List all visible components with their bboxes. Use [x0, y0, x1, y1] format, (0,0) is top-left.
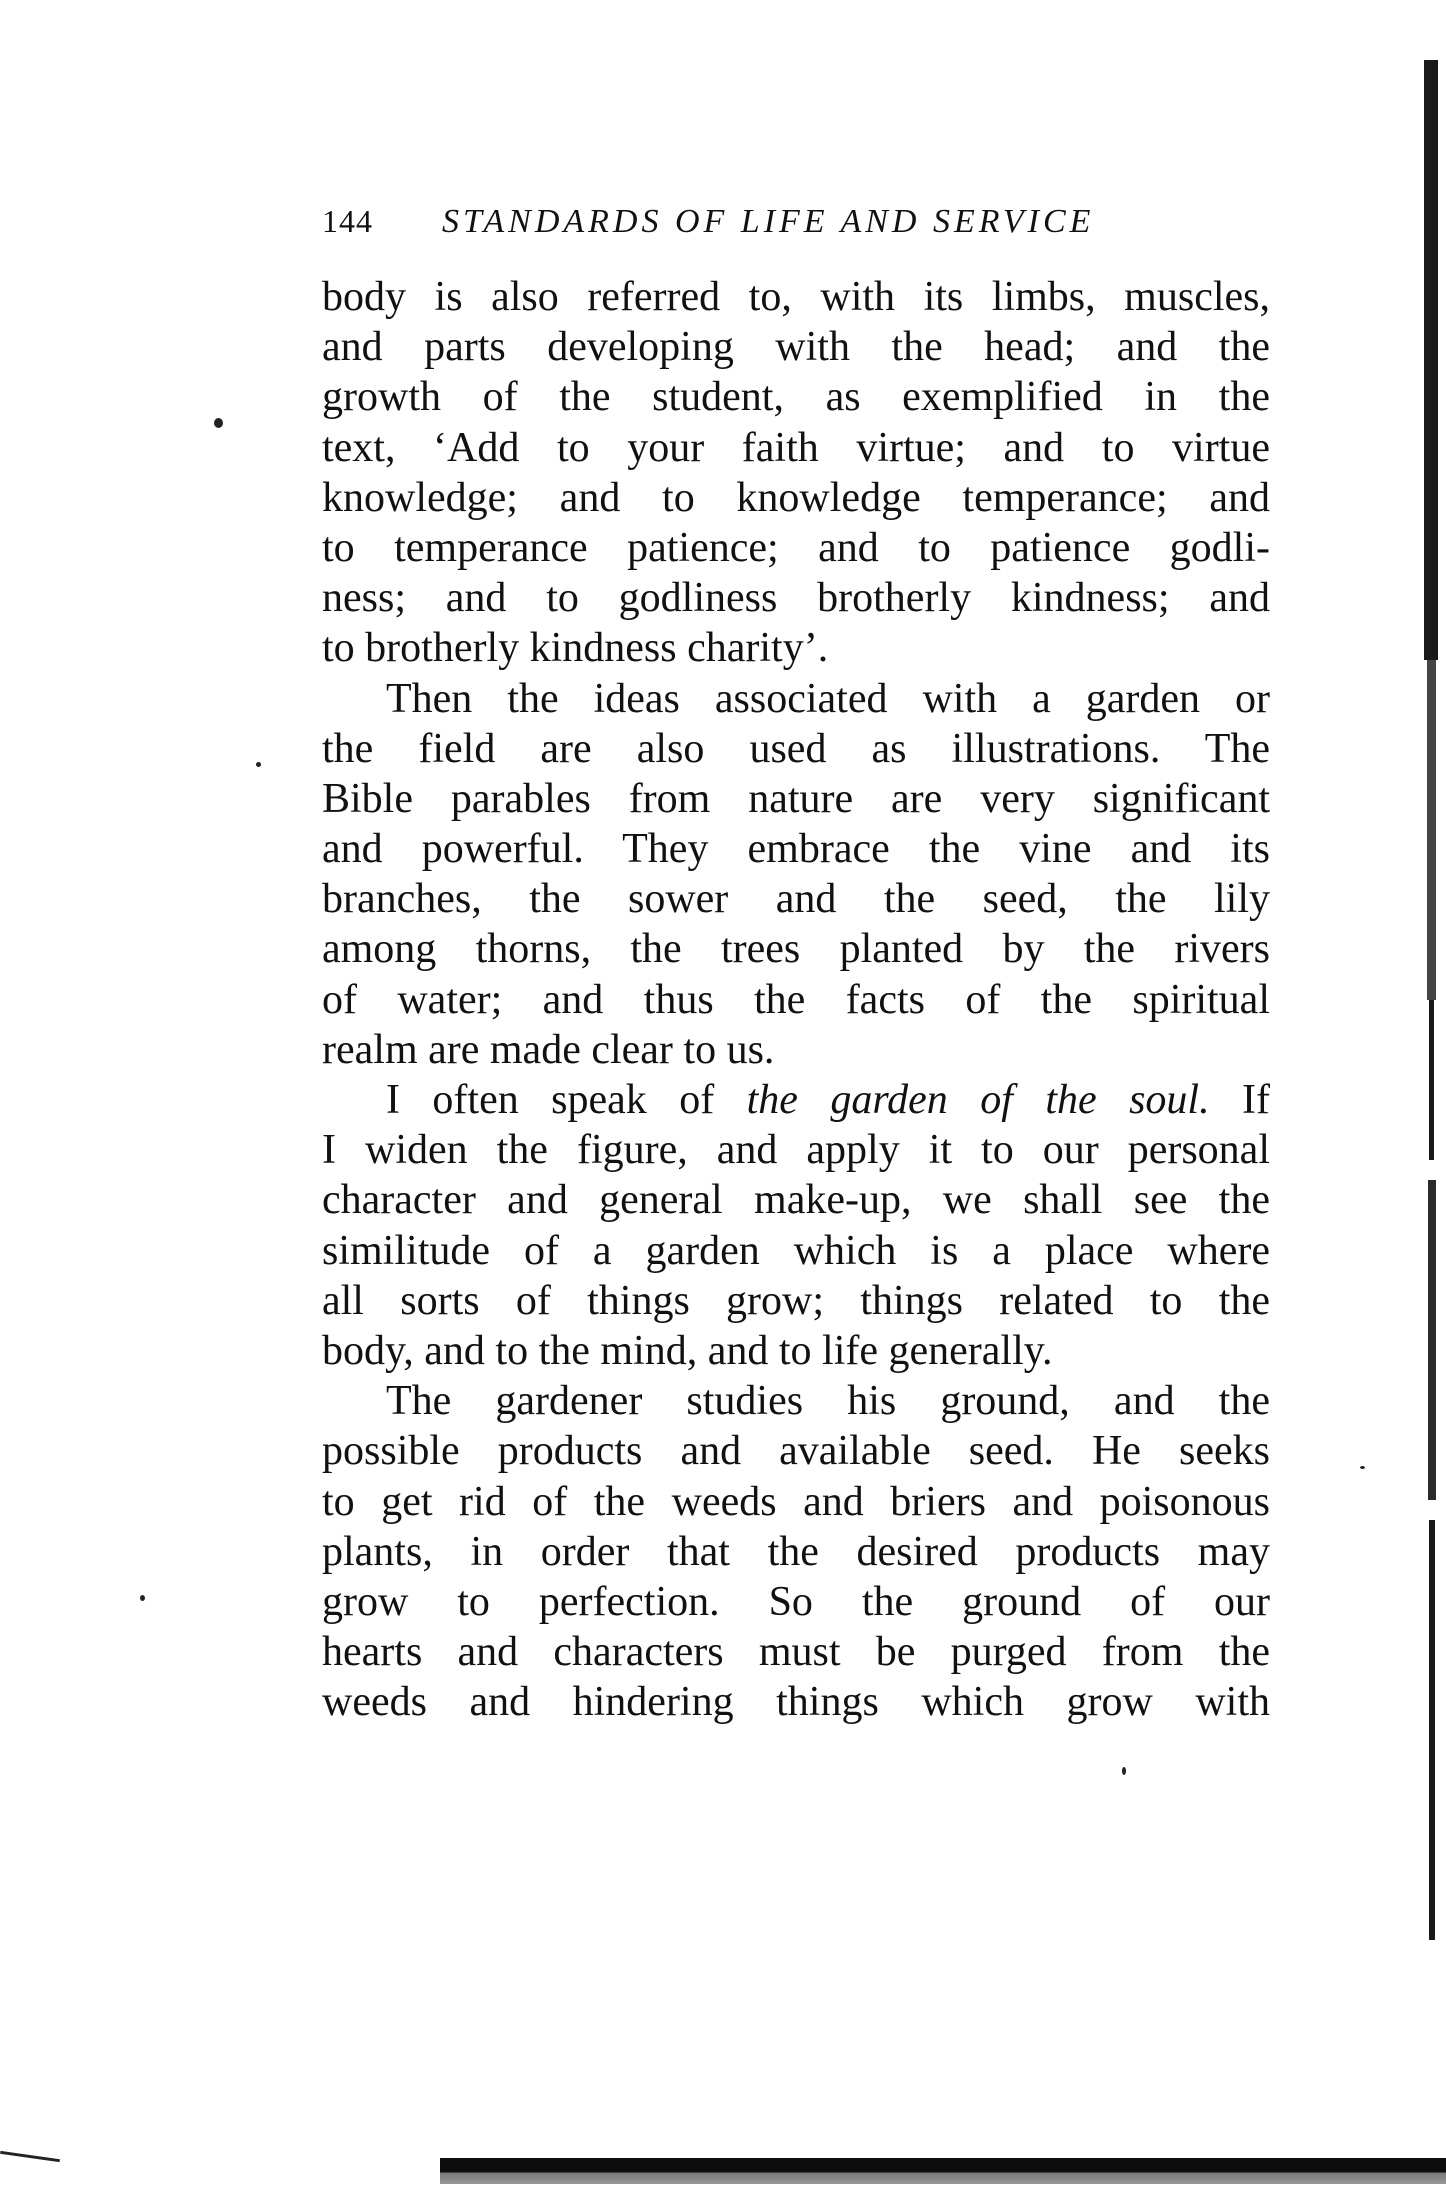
text-line: to temperance patience; and to patience godli- — [322, 524, 1270, 571]
body-text — [322, 272, 1270, 1727]
text-line: similitude of a garden which is a place where — [322, 1227, 1270, 1274]
scan-speck — [1122, 1767, 1126, 1775]
paragraph-start-line — [322, 1075, 1270, 1125]
scan-speck — [1360, 1466, 1365, 1469]
scan-speck — [256, 762, 261, 767]
text-line: branches, the sower and the seed, the lily — [322, 876, 1270, 923]
text-line: of water; and thus the facts of the spiritual — [322, 976, 1270, 1023]
paragraph-start-line: The gardener studies his ground, and the — [386, 1378, 1270, 1425]
text-line: to get rid of the weeds and briers and poisonous — [322, 1478, 1270, 1525]
edge-stroke — [1427, 660, 1436, 1000]
text-line: ness; and to godliness brotherly kindness; and — [322, 575, 1270, 622]
edge-stroke — [1424, 60, 1438, 660]
text-line: Bible parables from nature are very significant — [322, 775, 1270, 822]
text-line: I widen the figure, and apply it to our personal — [322, 1127, 1270, 1174]
italic-phrase: the garden of the soul. — [746, 1077, 1210, 1123]
text-line: weeds and hindering things which grow with — [322, 1679, 1270, 1726]
text-line: knowledge; and to knowledge temperance; and — [322, 474, 1270, 521]
edge-stroke — [1429, 1000, 1434, 1160]
text-line: plants, in order that the desired products may — [322, 1528, 1270, 1575]
text-line: text, ‘Add to your faith virtue; and to virtue — [322, 424, 1270, 471]
text-line: among thorns, the trees planted by the rivers — [322, 926, 1270, 973]
edge-stroke — [1429, 1520, 1435, 1940]
scan-edge-right — [1410, 0, 1446, 2192]
page-header — [322, 203, 1272, 253]
text-line: growth of the student, as exemplified in the — [322, 374, 1270, 421]
page-number: 144 — [322, 203, 373, 239]
text-line: all sorts of things grow; things related to the — [322, 1277, 1270, 1324]
text-line: realm are made clear to us. — [322, 1026, 775, 1073]
scan-edge-bottom-left — [0, 2151, 60, 2162]
text-line: body is also referred to, with its limbs, muscles, — [322, 274, 1270, 320]
line-segment: If — [1242, 1077, 1270, 1123]
scan-speck — [140, 1595, 145, 1601]
text-line: to brotherly kindness charity’. — [322, 625, 829, 672]
scan-edge-bottom — [440, 2158, 1446, 2184]
text-line: possible products and available seed. He seeks — [322, 1428, 1270, 1475]
text-line: character and general make-up, we shall see the — [322, 1177, 1270, 1224]
text-line: grow to perfection. So the ground of our — [322, 1578, 1270, 1625]
edge-stroke — [1428, 1180, 1436, 1500]
line-segment: I often speak of — [386, 1077, 715, 1123]
running-head: STANDARDS OF LIFE AND SERVICE — [442, 203, 1095, 240]
text-line: and parts developing with the head; and the — [322, 324, 1270, 371]
text-line: hearts and characters must be purged from the — [322, 1629, 1270, 1676]
paragraph-start-line: Then the ideas associated with a garden or — [386, 675, 1270, 722]
text-line: the field are also used as illustrations. The — [322, 725, 1270, 772]
text-line: body, and to the mind, and to life generally. — [322, 1327, 1053, 1374]
scan-speck — [214, 418, 223, 428]
text-line: and powerful. They embrace the vine and its — [322, 826, 1270, 873]
